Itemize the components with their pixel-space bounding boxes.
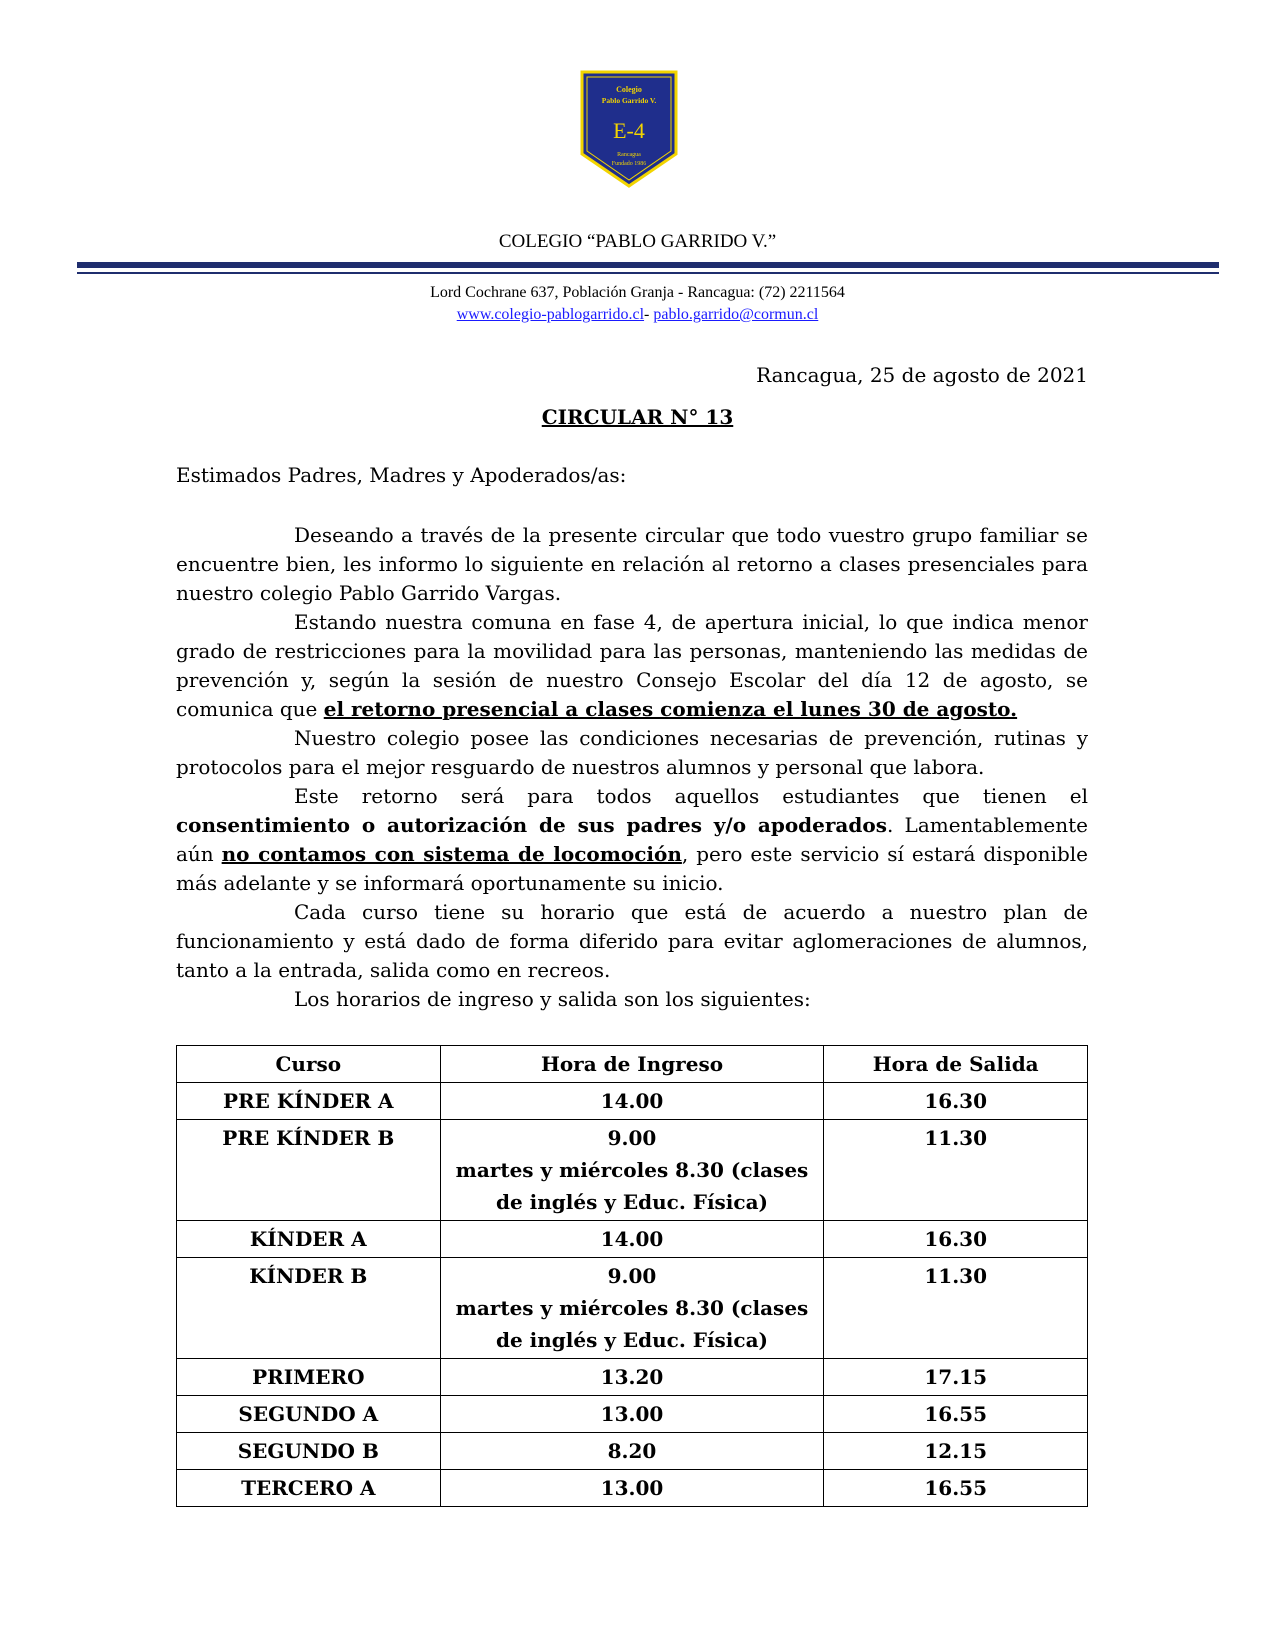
table-row — [177, 1359, 1088, 1396]
transport-highlight: no contamos con sistema de locomoción — [221, 842, 682, 866]
school-name: COLEGIO “PABLO GARRIDO V.” — [498, 231, 777, 252]
cell-curso: KÍNDER A — [177, 1221, 441, 1258]
cell-curso: PRE KÍNDER A — [177, 1083, 441, 1120]
cell-curso: TERCERO A — [177, 1470, 441, 1507]
cell-ingreso: 14.00 — [440, 1083, 824, 1120]
cell-ingreso: 13.00 — [440, 1470, 824, 1507]
schedule-table — [176, 1045, 1088, 1507]
table-row — [177, 1258, 1088, 1359]
paragraph-3: Nuestro colegio posee las condiciones necesarias de prevención, rutinas y protocolos para el mejor resguardo de nuestros alumnos y personal que labora. — [176, 726, 1088, 779]
cell-salida: 12.15 — [824, 1433, 1088, 1470]
table-header-row — [177, 1046, 1088, 1083]
cell-salida: 17.15 — [824, 1359, 1088, 1396]
circular-title: CIRCULAR N° 13 — [541, 405, 734, 429]
school-crest-logo — [580, 70, 678, 188]
cell-salida: 11.30 — [824, 1258, 1088, 1359]
cell-salida: 16.55 — [824, 1470, 1088, 1507]
paragraph-5: Cada curso tiene su horario que está de acuerdo a nuestro plan de funcionamiento y está dado de forma diferido para evitar aglomeraciones de alumnos, tanto a la entrada, salida como en recreos. — [176, 900, 1088, 982]
return-date-highlight: el retorno presencial a clases comienza el lunes 30 de agosto. — [323, 697, 1018, 721]
cell-ingreso-note: martes y miércoles 8.30 (clases de inglés y Educ. Física) — [455, 1158, 809, 1214]
cell-ingreso: 13.20 — [440, 1359, 824, 1396]
crest-text-line2: Pablo Garrido V. — [601, 96, 657, 105]
cell-salida: 16.30 — [824, 1221, 1088, 1258]
cell-salida: 16.55 — [824, 1396, 1088, 1433]
cell-ingreso: 14.00 — [440, 1221, 824, 1258]
paragraph-2-text: Estando nuestra comuna en fase 4, de apertura inicial, lo que indica menor grado de restricciones para la movilidad para las personas, manteniendo las medidas de prevención y, según la sesión de nuestro Consejo Escolar del día 12 de agosto, se comunica que — [176, 610, 1088, 721]
header-hora-ingreso: Hora de Ingreso — [440, 1046, 824, 1083]
paragraph-1: Deseando a través de la presente circular que todo vuestro grupo familiar se encuentre bien, les informo lo siguiente en relación al retorno a clases presenciales para nuestro colegio Pablo Garrido Vargas. — [176, 523, 1088, 605]
header-hora-salida: Hora de Salida — [824, 1046, 1088, 1083]
consent-highlight: consentimiento o autorización de sus padres y/o apoderados — [176, 813, 887, 837]
paragraph-4-text-a: Este retorno será para todos aquellos estudiantes que tienen el — [294, 784, 1088, 808]
cell-ingreso-note: martes y miércoles 8.30 (clases de inglés y Educ. Física) — [455, 1296, 809, 1352]
website-link[interactable]: www.colegio-pablogarrido.cl — [456, 306, 645, 323]
cell-ingreso — [440, 1120, 824, 1221]
header-divider-thick — [77, 262, 1219, 268]
crest-text-line3: Rancagua — [617, 152, 641, 158]
table-row — [177, 1470, 1088, 1507]
cell-salida: 11.30 — [824, 1120, 1088, 1221]
paragraph-4-text-e: , pero este servicio sí estará disponible más adelante y se informará oportunamente su inicio. — [176, 842, 1088, 895]
paragraph-2 — [176, 608, 1088, 724]
cell-ingreso-time: 9.00 — [607, 1126, 657, 1150]
paragraph-6: Los horarios de ingreso y salida son los siguientes: — [294, 987, 811, 1011]
email-link[interactable]: pablo.garrido@cormun.cl — [653, 306, 819, 323]
header-curso: Curso — [177, 1046, 441, 1083]
letter-greeting: Estimados Padres, Madres y Apoderados/as: — [176, 463, 627, 487]
cell-curso: SEGUNDO A — [177, 1396, 441, 1433]
paragraph-4-text-c: . Lamentablemente aún — [176, 813, 1088, 866]
cell-ingreso — [440, 1258, 824, 1359]
letter-date: Rancagua, 25 de agosto de 2021 — [756, 363, 1088, 387]
table-row — [177, 1221, 1088, 1258]
cell-ingreso: 13.00 — [440, 1396, 824, 1433]
crest-text-line1: Colegio — [616, 85, 642, 94]
cell-ingreso: 8.20 — [440, 1433, 824, 1470]
cell-salida: 16.30 — [824, 1083, 1088, 1120]
header-divider-thin — [77, 272, 1219, 274]
crest-code: E-4 — [613, 118, 645, 143]
paragraph-4 — [176, 782, 1088, 898]
cell-ingreso-time: 9.00 — [607, 1264, 657, 1288]
school-address: Lord Cochrane 637, Población Granja - Rancagua: (72) 2211564 — [430, 284, 845, 301]
crest-text-line4: Fundado 1986 — [611, 161, 647, 167]
table-row — [177, 1120, 1088, 1221]
letter-body — [176, 521, 1088, 1014]
table-row — [177, 1396, 1088, 1433]
cell-curso: SEGUNDO B — [177, 1433, 441, 1470]
table-row — [177, 1433, 1088, 1470]
cell-curso: PRIMERO — [177, 1359, 441, 1396]
cell-curso: KÍNDER B — [177, 1258, 441, 1359]
school-contact — [0, 282, 1275, 326]
cell-curso: PRE KÍNDER B — [177, 1120, 441, 1221]
table-row — [177, 1083, 1088, 1120]
contact-separator: - — [644, 306, 654, 323]
